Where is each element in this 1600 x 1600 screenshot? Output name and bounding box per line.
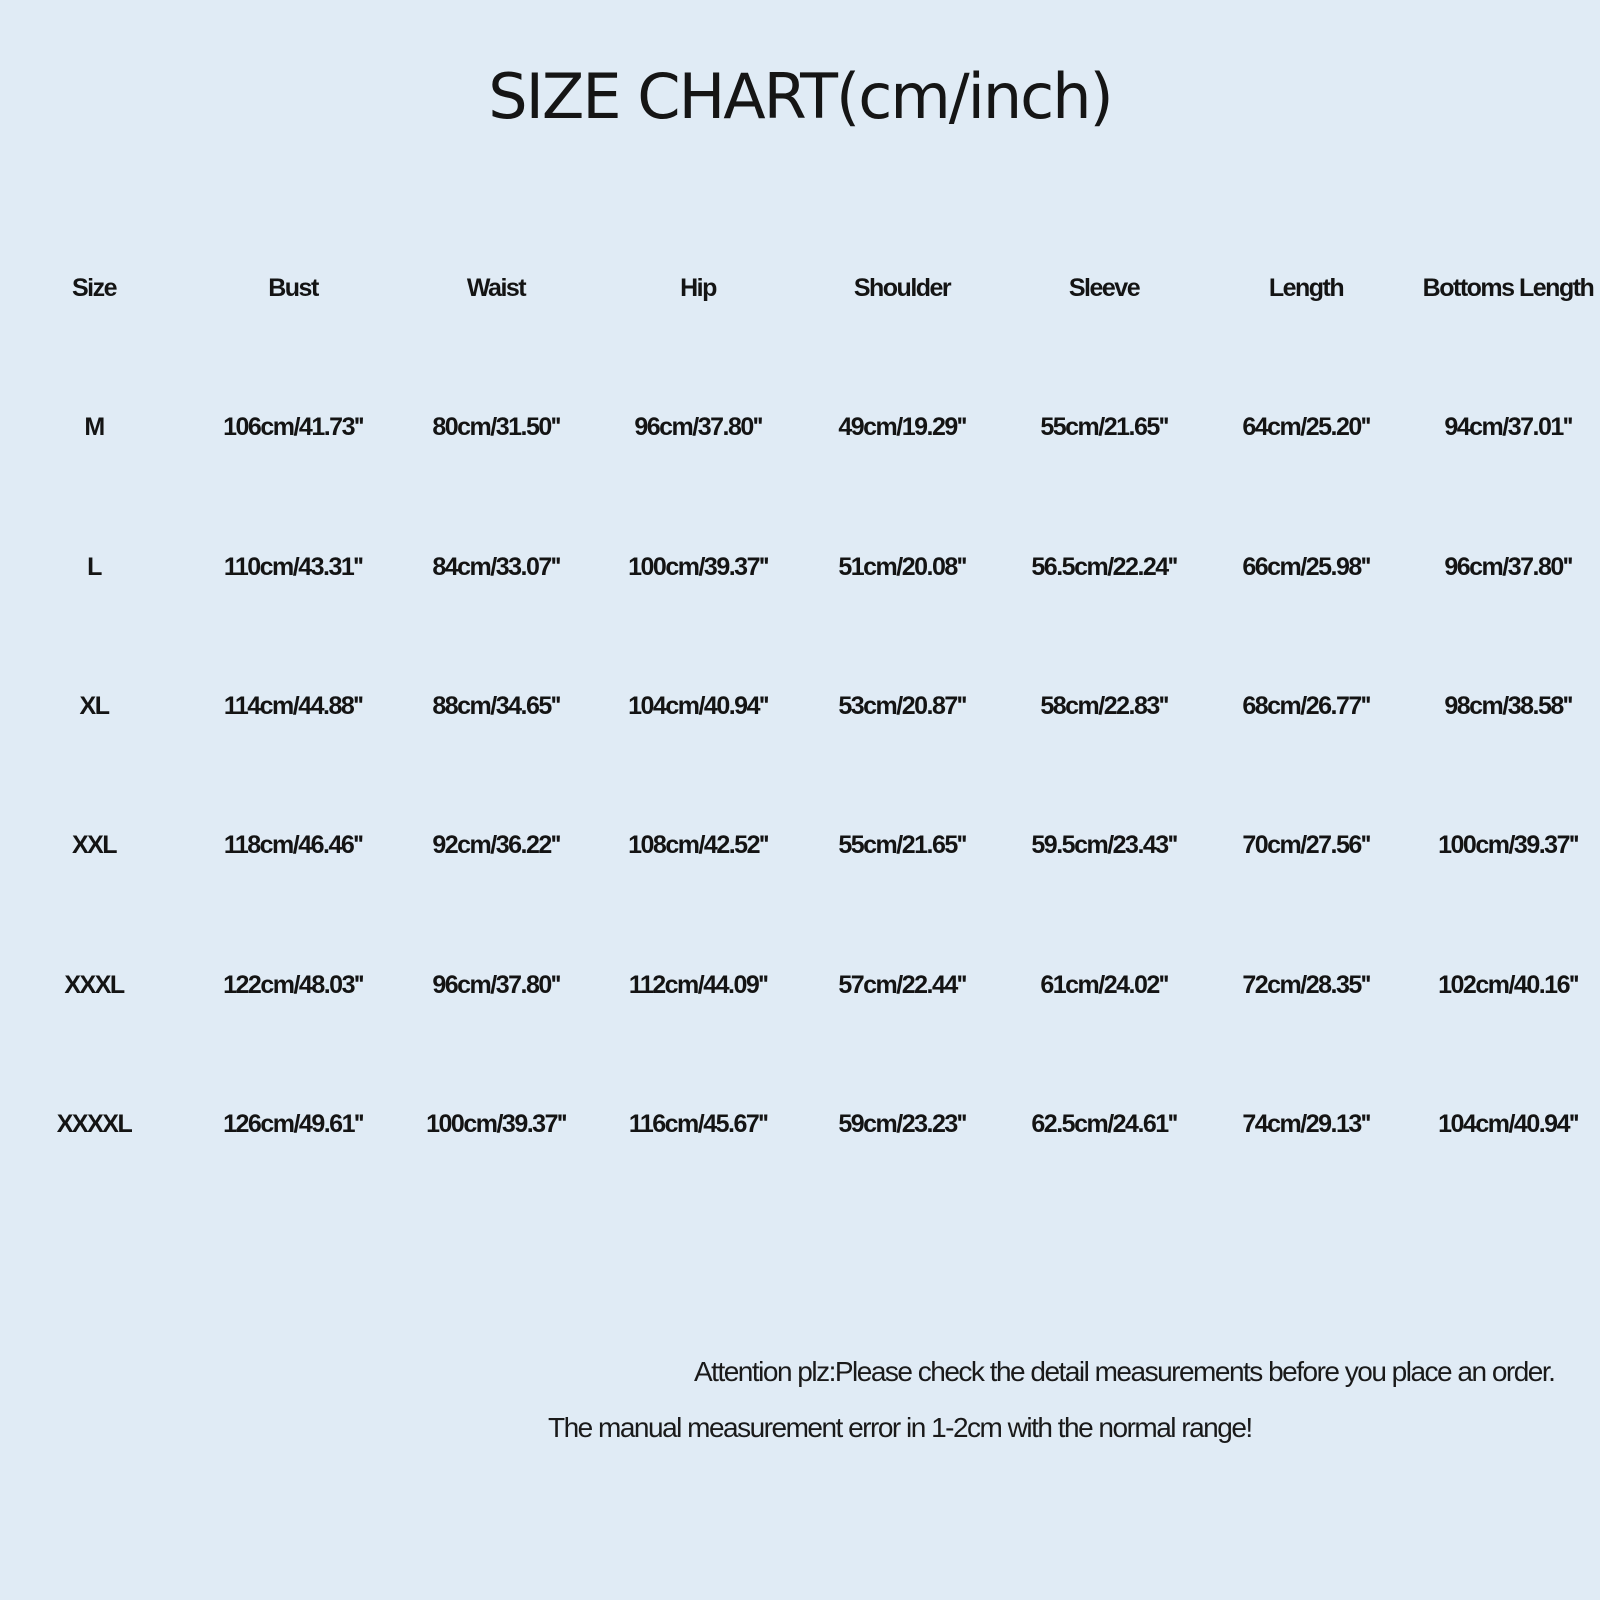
measurement-cell-sleeve: 62.5cm/24.61'' (1031, 1110, 1177, 1138)
column-header-waist: Waist (466, 274, 526, 302)
measurement-cell-waist: 92cm/36.22'' (432, 831, 560, 859)
measurement-cell-length: 66cm/25.98'' (1242, 553, 1370, 581)
measurement-cell-waist: 96cm/37.80'' (432, 971, 560, 999)
measurement-cell-shoulder: 49cm/19.29'' (838, 413, 966, 441)
column-header-sleeve: Sleeve (1068, 274, 1140, 302)
column-header-bust: Bust (268, 274, 318, 302)
measurement-cell-bust: 106cm/41.73'' (223, 413, 363, 441)
measurement-cell-sleeve: 59.5cm/23.43'' (1031, 831, 1177, 859)
measurement-cell-length: 68cm/26.77'' (1242, 692, 1370, 720)
column-header-size: Size (71, 274, 117, 302)
measurement-cell-hip: 116cm/45.67'' (628, 1110, 768, 1138)
measurement-cell-bottoms-length: 104cm/40.94'' (1438, 1110, 1578, 1138)
measurement-cell-bottoms-length: 98cm/38.58'' (1444, 692, 1572, 720)
measurement-cell-waist: 88cm/34.65'' (432, 692, 560, 720)
measurement-cell-hip: 100cm/39.37'' (628, 553, 768, 581)
measurement-cell-hip: 96cm/37.80'' (634, 413, 762, 441)
measurement-cell-waist: 84cm/33.07'' (432, 553, 560, 581)
measurement-cell-shoulder: 51cm/20.08'' (838, 553, 966, 581)
measurement-cell-bust: 118cm/46.46'' (223, 831, 363, 859)
measurement-cell-bottoms-length: 100cm/39.37'' (1438, 831, 1578, 859)
size-label-cell: M (84, 413, 104, 441)
measurement-cell-bottoms-length: 94cm/37.01'' (1444, 413, 1572, 441)
measurement-cell-waist: 100cm/39.37'' (426, 1110, 566, 1138)
column-header-length: Length (1268, 274, 1344, 302)
measurement-cell-sleeve: 61cm/24.02'' (1040, 971, 1168, 999)
size-label-cell: XXXL (64, 971, 124, 999)
measurement-cell-shoulder: 55cm/21.65'' (838, 831, 966, 859)
column-header-shoulder: Shoulder (853, 274, 951, 302)
measurement-cell-bust: 110cm/43.31'' (223, 553, 363, 581)
size-label-cell: XL (79, 692, 109, 720)
size-label-cell: XXXXL (56, 1110, 132, 1138)
size-label-cell: XXL (71, 831, 117, 859)
measurement-cell-shoulder: 59cm/23.23'' (838, 1110, 966, 1138)
measurement-cell-waist: 80cm/31.50'' (432, 413, 560, 441)
column-header-bottoms-length: Bottoms Length (1422, 274, 1594, 302)
measurement-cell-sleeve: 58cm/22.83'' (1040, 692, 1168, 720)
measurement-cell-hip: 108cm/42.52'' (628, 831, 768, 859)
measurement-cell-length: 70cm/27.56'' (1242, 831, 1370, 859)
measurement-cell-length: 64cm/25.20'' (1242, 413, 1370, 441)
measurement-cell-sleeve: 56.5cm/22.24'' (1031, 553, 1177, 581)
measurement-cell-bottoms-length: 102cm/40.16'' (1438, 971, 1578, 999)
measurement-cell-hip: 104cm/40.94'' (628, 692, 768, 720)
measurement-cell-bust: 122cm/48.03'' (223, 971, 363, 999)
measurement-cell-shoulder: 53cm/20.87'' (838, 692, 966, 720)
column-header-hip: Hip (680, 274, 716, 302)
measurement-cell-sleeve: 55cm/21.65'' (1040, 413, 1168, 441)
measurement-cell-length: 72cm/28.35'' (1242, 971, 1370, 999)
measurement-cell-shoulder: 57cm/22.44'' (838, 971, 966, 999)
attention-note: Attention plz:Please check the detail measurements before you place an order. (694, 1356, 1555, 1387)
page-title: SIZE CHART(cm/inch) (488, 60, 1112, 133)
measurement-cell-hip: 112cm/44.09'' (628, 971, 768, 999)
measurement-cell-bust: 126cm/49.61'' (223, 1110, 363, 1138)
measurement-cell-bust: 114cm/44.88'' (223, 692, 363, 720)
measurement-cell-bottoms-length: 96cm/37.80'' (1444, 553, 1572, 581)
measurement-error-note: The manual measurement error in 1-2cm with the normal range! (548, 1412, 1252, 1443)
size-label-cell: L (87, 553, 101, 581)
measurement-cell-length: 74cm/29.13'' (1242, 1110, 1370, 1138)
